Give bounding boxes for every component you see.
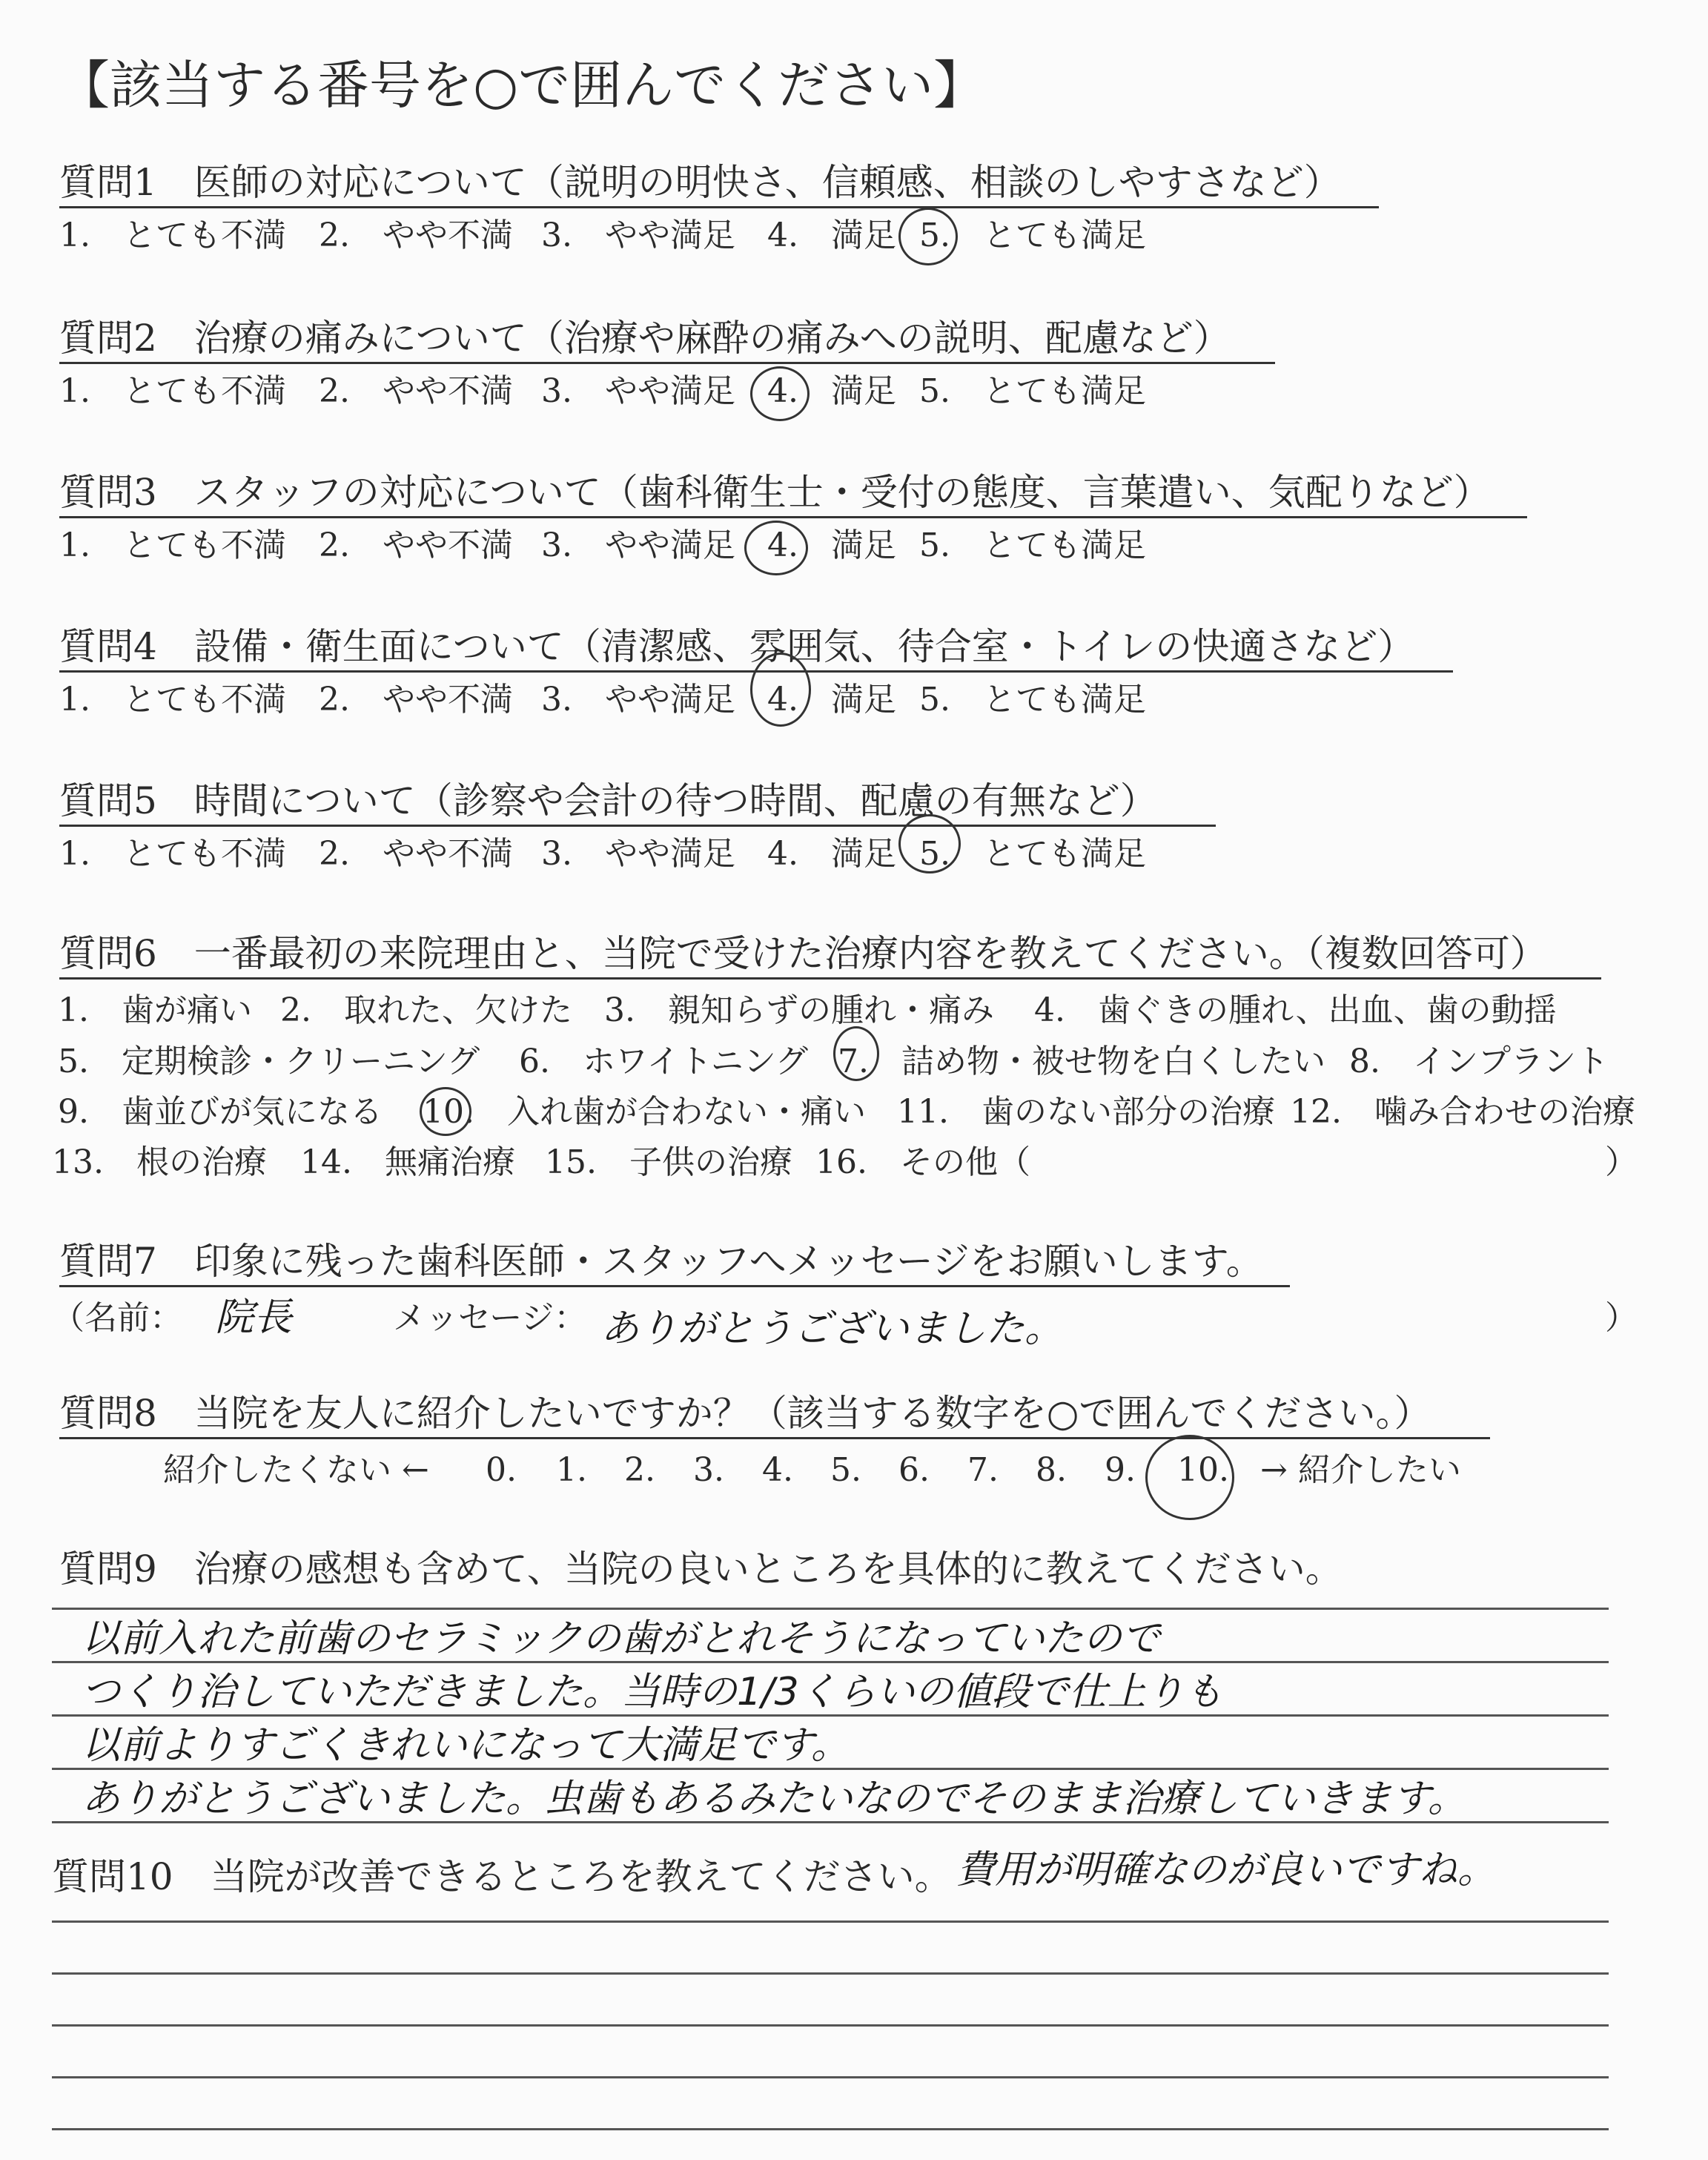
q6-other-close-paren: ） [1605,1143,1638,1181]
q6-option-7[interactable]: 7. 詰め物・被せ物を白くしたい [838,1043,1325,1080]
q9-answer-text-4[interactable]: ありがとうございました。虫歯もあるみたいなのでそのまま治療していきます。 [82,1777,1466,1821]
q8-scale-7[interactable]: 7. [967,1451,999,1489]
q2-option-3[interactable]: 3. やや満足 [541,372,735,410]
q8-scale-10[interactable]: 10. [1177,1451,1229,1489]
q8-scale-8[interactable]: 8. [1036,1451,1067,1489]
q3-option-1[interactable]: 1. とても不満 [59,526,286,564]
q7-message-answer[interactable]: ありがとうございました。 [600,1307,1064,1351]
q6-option-9[interactable]: 9. 歯並びが気になる [58,1093,383,1131]
q9-answer-text-2[interactable]: つくり治していただきました。当時の1/3くらいの値段で仕上りも [82,1670,1223,1714]
q4-option-3[interactable]: 3. やや満足 [541,681,735,719]
q3-option-5[interactable]: 5. とても満足 [919,526,1146,564]
q6-option-13[interactable]: 13. 根の治療 [52,1143,267,1181]
q6-option-2[interactable]: 2. 取れた、欠けた [280,991,572,1029]
q5-option-5[interactable]: 5. とても満足 [919,835,1146,873]
page-title: 【該当する番号を○で囲んでください】 [58,55,986,116]
q6-option-10[interactable]: 10. 入れ歯が合わない・痛い [423,1093,866,1131]
q8-scale-9[interactable]: 9. [1105,1451,1136,1489]
q1-option-4[interactable]: 4. 満足 [767,217,896,254]
q4-option-5[interactable]: 5. とても満足 [919,681,1146,719]
q4-option-1[interactable]: 1. とても不満 [59,681,286,719]
q8-scale-0[interactable]: 0. [486,1451,517,1489]
question-2-title: 質問2 治療の痛みについて（治療や麻酔の痛みへの説明、配慮など） [59,317,1231,360]
q5-option-2[interactable]: 2. やや不満 [319,835,513,873]
q5-selection-circle [898,814,961,873]
q6-selection-circle-7 [833,1026,879,1081]
q6-option-6[interactable]: 6. ホワイトニング [519,1043,809,1080]
q7-close-paren: ） [1605,1299,1638,1337]
q3-option-4[interactable]: 4. 満足 [767,526,896,564]
q9-answer-text-1[interactable]: 以前入れた前歯のセラミックの歯がとれそうになっていたので [82,1616,1160,1661]
q1-option-5[interactable]: 5. とても満足 [919,217,1146,254]
q6-option-15[interactable]: 15. 子供の治療 [545,1143,792,1181]
q7-name-label: （名前： [52,1299,182,1337]
question-2-underline [59,362,1275,364]
q10-answer-line-2 [52,1972,1609,1975]
q8-scale-6[interactable]: 6. [898,1451,930,1489]
q10-answer-line-4 [52,2076,1609,2078]
question-5-underline [59,825,1216,827]
q6-selection-circle-10 [420,1087,471,1136]
question-6-underline [59,977,1601,980]
q8-scale-2[interactable]: 2. [624,1451,655,1489]
q6-option-14[interactable]: 14. 無痛治療 [300,1143,515,1181]
q9-answer-line-1 [52,1608,1609,1610]
q10-answer-text[interactable]: 費用が明確なのが良いですね。 [956,1848,1497,1892]
q5-option-1[interactable]: 1. とても不満 [59,835,286,873]
q8-scale-4[interactable]: 4. [762,1451,793,1489]
q3-option-3[interactable]: 3. やや満足 [541,526,735,564]
question-7-underline [59,1285,1290,1287]
q2-selection-circle [750,366,810,421]
q6-option-16[interactable]: 16. その他（ [815,1143,1030,1181]
q5-option-4[interactable]: 4. 満足 [767,835,896,873]
question-6-title: 質問6 一番最初の来院理由と、当院で受けた治療内容を教えてください。（複数回答可） [59,932,1547,975]
q10-answer-line-1 [52,1920,1609,1923]
q2-option-2[interactable]: 2. やや不満 [319,372,513,410]
question-8-title: 質問8 当院を友人に紹介したいですか？（該当する数字を○で囲んでください。） [59,1392,1431,1435]
q8-left-label: 紹介したくない ← [163,1451,429,1489]
q6-option-8[interactable]: 8. インプラント [1349,1043,1609,1080]
q8-right-label: → 紹介したい [1260,1451,1461,1489]
question-1-underline [59,206,1379,208]
q3-option-2[interactable]: 2. やや不満 [319,526,513,564]
q4-selection-circle [750,653,811,727]
q4-option-2[interactable]: 2. やや不満 [319,681,513,719]
question-8-underline [59,1437,1490,1439]
q2-option-1[interactable]: 1. とても不満 [59,372,286,410]
q9-answer-text-3[interactable]: 以前よりすごくきれいになって大満足です。 [82,1723,850,1768]
question-10-title: 質問10 当院が改善できるところを教えてください。 [52,1855,952,1898]
q7-name-answer[interactable]: 院長 [215,1295,293,1340]
q3-selection-circle [744,521,808,575]
q8-selection-circle [1145,1435,1234,1520]
q6-option-5[interactable]: 5. 定期検診・クリーニング [58,1043,480,1080]
q6-option-3[interactable]: 3. 親知らずの腫れ・痛み [604,991,994,1029]
q2-option-5[interactable]: 5. とても満足 [919,372,1146,410]
question-1-title: 質問1 医師の対応について（説明の明快さ、信頼感、相談のしやすさなど） [59,161,1341,204]
q6-option-12[interactable]: 12. 噛み合わせの治療 [1290,1093,1635,1131]
q8-scale-1[interactable]: 1. [556,1451,587,1489]
q10-answer-line-3 [52,2024,1609,2027]
q1-option-3[interactable]: 3. やや満足 [541,217,735,254]
question-4-title: 質問4 設備・衛生面について（清潔感、雰囲気、待合室・トイレの快適さなど） [59,625,1415,668]
q2-option-4[interactable]: 4. 満足 [767,372,896,410]
question-7-title: 質問7 印象に残った歯科医師・スタッフへメッセージをお願いします。 [59,1240,1263,1283]
q1-option-1[interactable]: 1. とても不満 [59,217,286,254]
question-5-title: 質問5 時間について（診察や会計の待つ時間、配慮の有無など） [59,779,1157,822]
q10-answer-line-5 [52,2128,1609,2130]
q6-option-4[interactable]: 4. 歯ぐきの腫れ、出血、歯の動揺 [1034,991,1557,1029]
question-3-title: 質問3 スタッフの対応について（歯科衛生士・受付の態度、言葉遣い、気配りなど） [59,471,1491,514]
q6-option-1[interactable]: 1. 歯が痛い [58,991,252,1029]
question-9-title: 質問9 治療の感想も含めて、当院の良いところを具体的に教えてください。 [59,1548,1343,1591]
q7-message-label: メッセージ： [393,1299,587,1337]
q6-option-11[interactable]: 11. 歯のない部分の治療 [897,1093,1275,1131]
q4-option-4[interactable]: 4. 満足 [767,681,896,719]
q1-option-2[interactable]: 2. やや不満 [319,217,513,254]
question-3-underline [59,516,1527,518]
q5-option-3[interactable]: 3. やや満足 [541,835,735,873]
q8-scale-3[interactable]: 3. [693,1451,724,1489]
q1-selection-circle [898,208,958,265]
q8-scale-5[interactable]: 5. [830,1451,861,1489]
